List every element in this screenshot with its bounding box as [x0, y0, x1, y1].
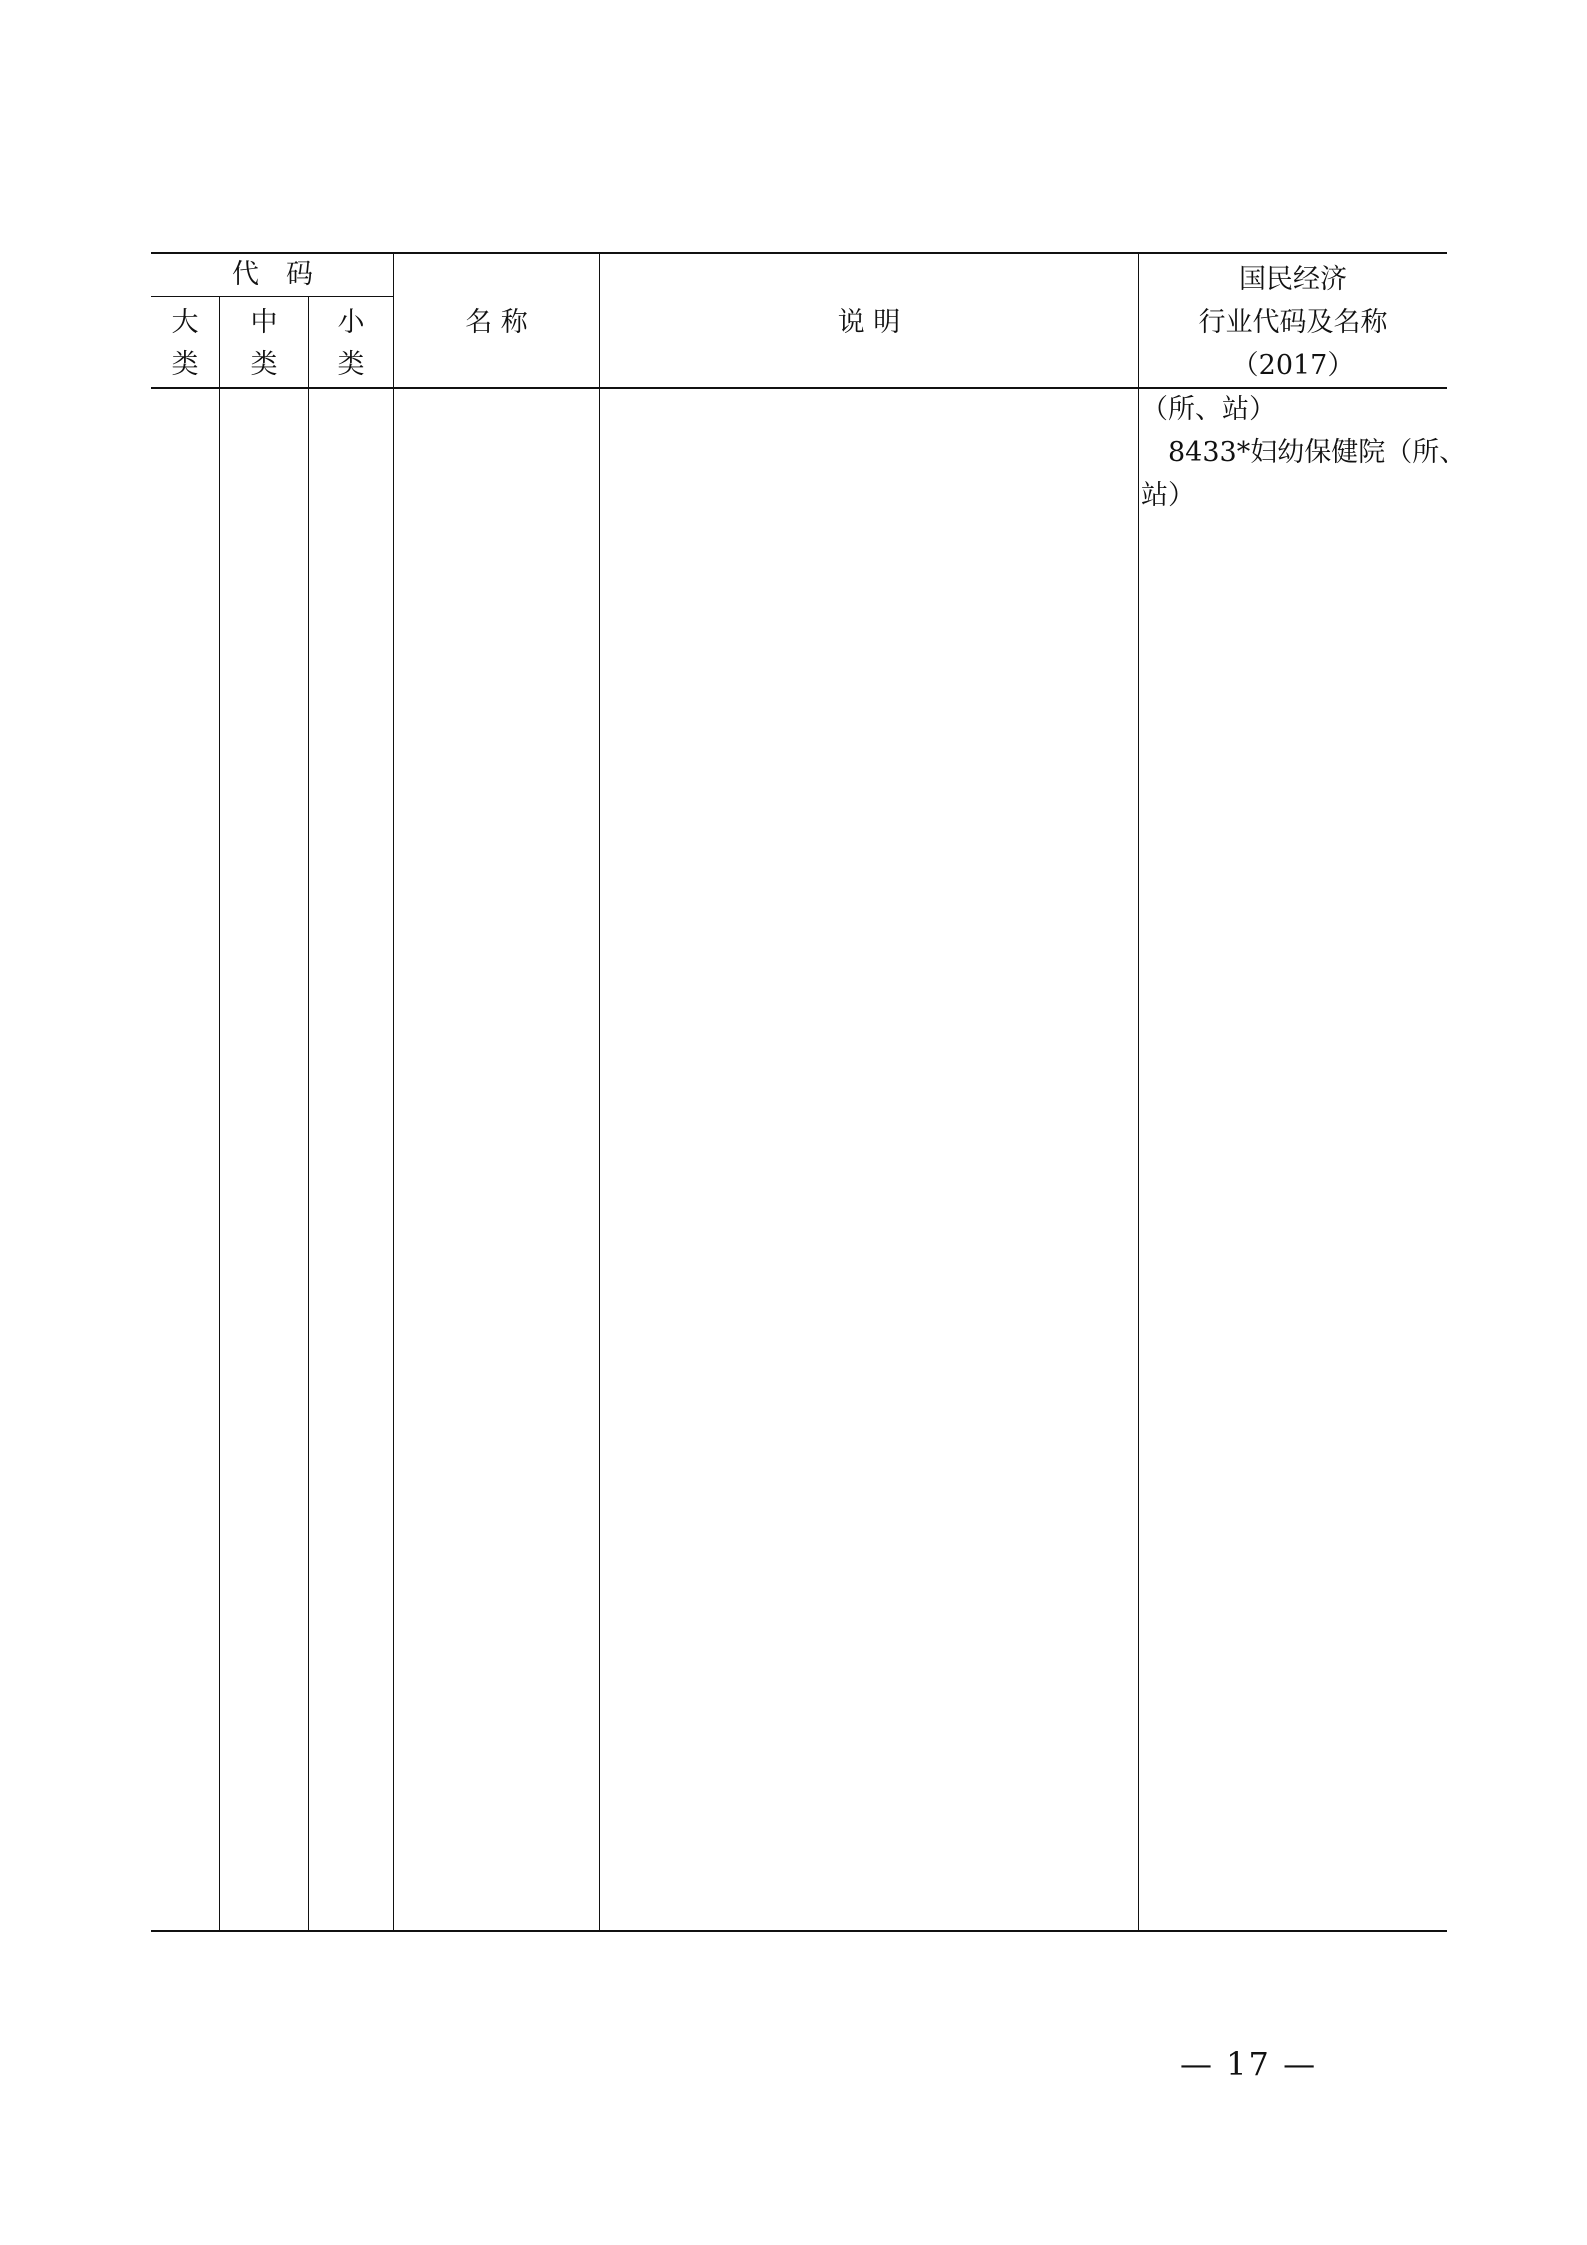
header-gb-line3: （2017）	[1231, 350, 1355, 381]
header-gb-line1: 国民经济	[1239, 264, 1347, 295]
header-gb-line2: 行业代码及名称	[1198, 307, 1388, 338]
col-rule-4	[599, 252, 600, 1931]
header-minor	[309, 302, 393, 386]
header-code: 代 码	[232, 259, 313, 290]
col-rule-2	[308, 296, 309, 1931]
col-rule-1	[219, 296, 220, 1931]
header-name: 名 称	[465, 307, 528, 338]
header-middle-text: 中类	[250, 307, 278, 380]
code-header-rule	[151, 296, 394, 297]
page-number: — 17 —	[1180, 2045, 1318, 2083]
header-major	[151, 302, 219, 386]
header-middle	[220, 302, 308, 386]
col-rule-5	[1138, 252, 1139, 1931]
header-major-text: 大类	[171, 307, 199, 380]
col-rule-3	[393, 252, 394, 1931]
industry-code-entry: 站）	[1141, 480, 1195, 511]
industry-code-entry: 8433*妇幼保健院（所、	[1141, 437, 1467, 468]
table-bottom-rule	[151, 1930, 1447, 1932]
industry-code-entry: （所、站）	[1141, 394, 1276, 425]
header-minor-text: 小类	[337, 307, 365, 380]
header-description: 说 明	[837, 307, 901, 338]
